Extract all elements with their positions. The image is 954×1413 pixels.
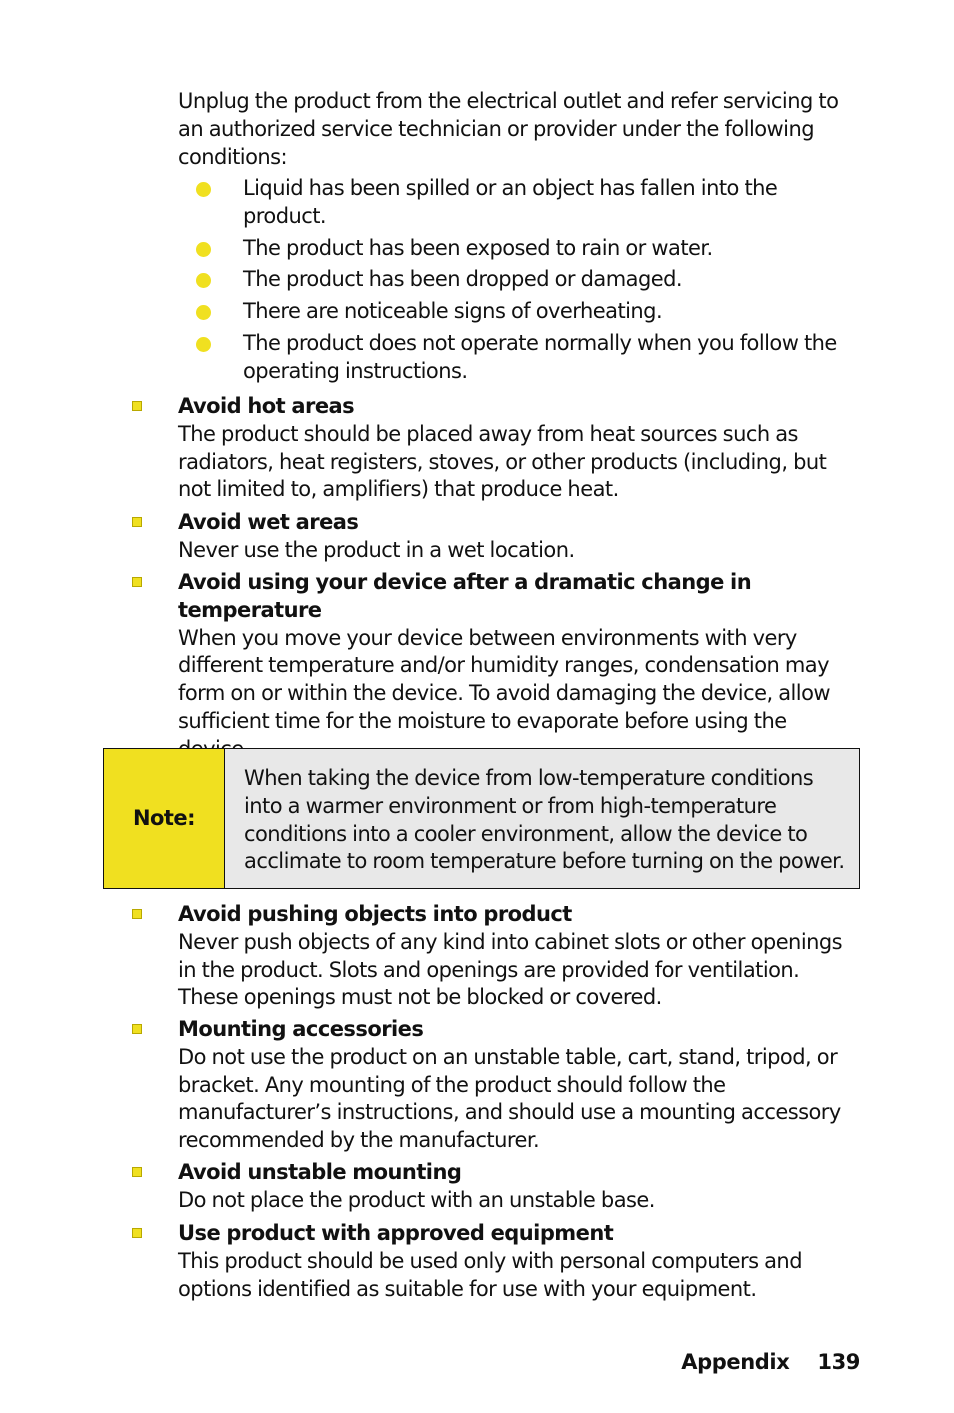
condition-text: Liquid has been spilled or an object has fallen into the product.	[243, 176, 778, 228]
square-bullet-icon	[133, 402, 141, 410]
condition-item	[178, 298, 858, 326]
section-unstable-mounting	[178, 1159, 858, 1215]
section-temperature-change	[178, 569, 858, 764]
square-bullet-icon	[133, 1025, 141, 1033]
section-body: Never use the product in a wet location.	[178, 537, 575, 562]
square-bullet-icon	[133, 1229, 141, 1237]
note-box	[103, 748, 860, 889]
round-bullet-icon	[196, 182, 211, 197]
section-hot-areas	[178, 393, 858, 504]
section-heading: Avoid pushing objects into product	[178, 902, 572, 926]
square-bullet-icon	[133, 910, 141, 918]
section-heading: Mounting accessories	[178, 1017, 424, 1041]
section-heading: Avoid using your device after a dramatic change in temperature	[178, 570, 752, 622]
condition-item	[178, 175, 858, 231]
square-bullet-icon	[133, 518, 141, 526]
note-text: When taking the device from low-temperature conditions into a warmer environment or from high-temperature conditions into a cooler environment, allow the device to acclimate to room temperature before turning on the power.	[225, 749, 859, 888]
section-body: This product should be used only with personal computers and options identified as suitable for use with your equipment.	[178, 1248, 802, 1301]
section-body: When you move your device between environments with very different temperature and/or humidity ranges, condensation may form on or within the device. To avoid damaging the device, allow sufficient time for the moisture to evaporate before using the	[178, 625, 831, 733]
square-bullet-icon	[133, 578, 141, 586]
round-bullet-icon	[196, 273, 211, 288]
condition-text: There are noticeable signs of overheating.	[243, 299, 663, 324]
footer-section-label: Appendix	[681, 1350, 790, 1374]
section-body: Do not use the product on an unstable table, cart, stand, tripod, or bracket. Any mounting of the product should follow the manufacturer’s instructions, and should use a mounting accessory recommended by the manufacturer.	[178, 1044, 841, 1153]
condition-text: The product does not operate normally when you follow the operating instructions.	[243, 330, 837, 383]
section-heading: Avoid unstable mounting	[178, 1160, 462, 1184]
section-heading: Avoid wet areas	[178, 510, 359, 534]
section-pushing-objects	[178, 901, 858, 1012]
section-heading: Use product with approved equipment	[178, 1221, 614, 1245]
condition-item	[178, 266, 858, 294]
conditions-list	[178, 175, 858, 390]
condition-text: The product has been exposed to rain or water.	[243, 235, 713, 260]
section-body: The product should be placed away from heat sources such as radiators, heat registers, stoves, or other products (including, but not limited to, amplifiers) that produce heat.	[178, 421, 827, 502]
condition-item	[178, 235, 858, 263]
condition-item	[178, 330, 858, 386]
section-body: Do not place the product with an unstable base.	[178, 1187, 655, 1212]
section-body: Never push objects of any kind into cabinet slots or other openings in the product. Slots and openings are provided for ventilation. These openings must not be blocked or covered.	[178, 929, 843, 1010]
page-footer	[681, 1350, 860, 1374]
round-bullet-icon	[196, 337, 211, 352]
note-label: Note:	[104, 749, 225, 888]
section-mounting-accessories	[178, 1016, 858, 1155]
section-wet-areas	[178, 509, 858, 565]
section-approved-equipment	[178, 1220, 858, 1303]
condition-text: The product has been dropped or damaged.	[243, 267, 682, 292]
intro-paragraph: Unplug the product from the electrical outlet and refer servicing to an authorized service technician or provider under the following conditions:	[178, 89, 839, 169]
square-bullet-icon	[133, 1168, 141, 1176]
round-bullet-icon	[196, 242, 211, 257]
round-bullet-icon	[196, 305, 211, 320]
section-heading: Avoid hot areas	[178, 394, 355, 418]
page-number: 139	[817, 1350, 860, 1374]
